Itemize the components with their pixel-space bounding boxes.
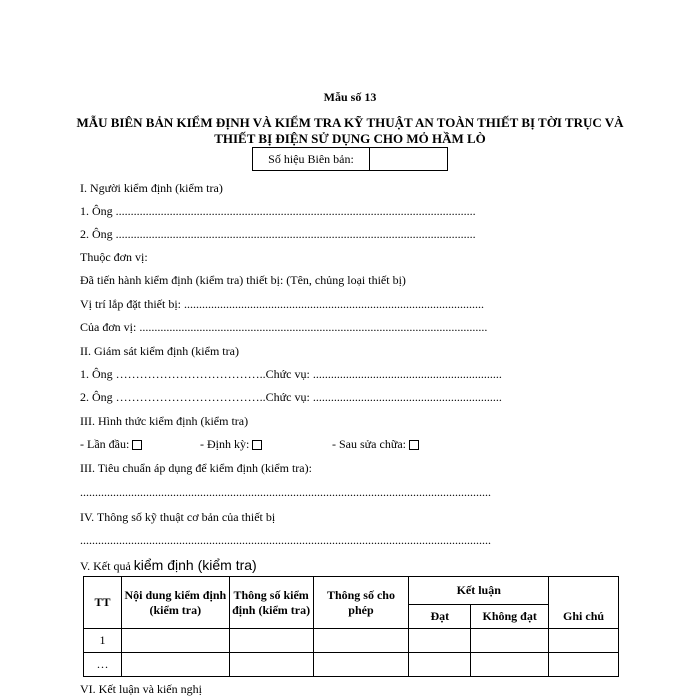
record-number-label: Số hiệu Biên bản:	[253, 148, 370, 170]
standards-heading: III. Tiêu chuẩn áp dụng để kiểm định (kiểm tra):	[80, 461, 312, 475]
table-cell	[229, 653, 313, 677]
table-cell	[313, 653, 409, 677]
option-after-repair	[332, 437, 419, 452]
option-periodic	[200, 437, 262, 452]
after-repair-checkbox	[409, 440, 419, 450]
document-title-line1: MẪU BIÊN BẢN KIỂM ĐỊNH VÀ KIỂM TRA KỸ THUẬT AN TOÀN THIẾT BỊ TỜI TRỤC VÀ	[76, 115, 624, 130]
first-time-checkbox	[132, 440, 142, 450]
table-cell	[549, 653, 619, 677]
device-line: Đã tiến hành kiểm định (kiểm tra) thiết bị: (Tên, chủng loại thiết bị)	[80, 273, 406, 287]
section5-heading-suffix: kiểm định (kiểm tra)	[133, 557, 257, 573]
specs-line: .........................................................................................................................................	[80, 533, 491, 547]
table-cell	[121, 653, 229, 677]
record-number-box	[252, 147, 448, 171]
table-cell	[313, 629, 409, 653]
section1-heading: I. Người kiểm định (kiểm tra)	[80, 181, 223, 195]
form-number: Mẫu số 13	[323, 90, 377, 104]
document-title-line2: THIẾT BỊ ĐIỆN SỬ DỤNG CHO MỎ HẦM LÒ	[214, 131, 486, 146]
periodic-checkbox	[252, 440, 262, 450]
supervisor-1-line: 1. Ông ………………………………..Chức vụ: ...............................................................	[80, 367, 502, 381]
table-cell	[229, 629, 313, 653]
header-fail: Không đạt	[471, 605, 549, 629]
section6-heading: VI. Kết luận và kiến nghị	[80, 682, 202, 696]
section3-heading: III. Hình thức kiểm định (kiểm tra)	[80, 414, 249, 428]
inspector-1-line: 1. Ông ........................................................................................................................	[80, 204, 476, 218]
table-cell	[471, 653, 549, 677]
table-cell	[409, 629, 471, 653]
table-cell	[121, 629, 229, 653]
header-pass: Đạt	[409, 605, 471, 629]
option-first-time	[80, 437, 142, 452]
owner-line: Của đơn vị: ....................................................................................................................	[80, 320, 488, 334]
header-allowed: Thông số cho phép	[313, 577, 409, 629]
table-row	[84, 653, 619, 677]
section4-heading: IV. Thông số kỹ thuật cơ bản của thiết bị	[80, 510, 276, 524]
table-cell: 1	[84, 629, 122, 653]
unit-line: Thuộc đơn vị:	[80, 250, 148, 264]
option-first-time-label: - Lần đầu:	[80, 437, 130, 451]
header-tt: TT	[84, 577, 122, 629]
section5-heading-prefix: V. Kết quả	[80, 559, 131, 573]
option-after-repair-label: - Sau sửa chữa:	[332, 437, 406, 451]
header-params: Thông số kiểm định (kiểm tra)	[229, 577, 313, 629]
supervisor-2-line: 2. Ông ………………………………..Chức vụ: ...............................................................	[80, 390, 502, 404]
option-periodic-label: - Định kỳ:	[200, 437, 250, 451]
location-line: Vị trí lắp đặt thiết bị: ....................................................................................................	[80, 297, 484, 311]
header-conclusion: Kết luận	[409, 577, 549, 605]
results-table	[83, 576, 619, 677]
standards-line: .........................................................................................................................................	[80, 485, 491, 499]
header-content: Nội dung kiểm định (kiểm tra)	[121, 577, 229, 629]
table-header-row	[84, 577, 619, 605]
table-cell: …	[84, 653, 122, 677]
table-row	[84, 629, 619, 653]
section2-heading: II. Giám sát kiểm định (kiểm tra)	[80, 344, 239, 358]
section5-heading	[80, 557, 257, 574]
table-cell	[409, 653, 471, 677]
header-note: Ghi chú	[549, 577, 619, 629]
table-cell	[549, 629, 619, 653]
table-cell	[471, 629, 549, 653]
inspector-2-line: 2. Ông ........................................................................................................................	[80, 227, 476, 241]
